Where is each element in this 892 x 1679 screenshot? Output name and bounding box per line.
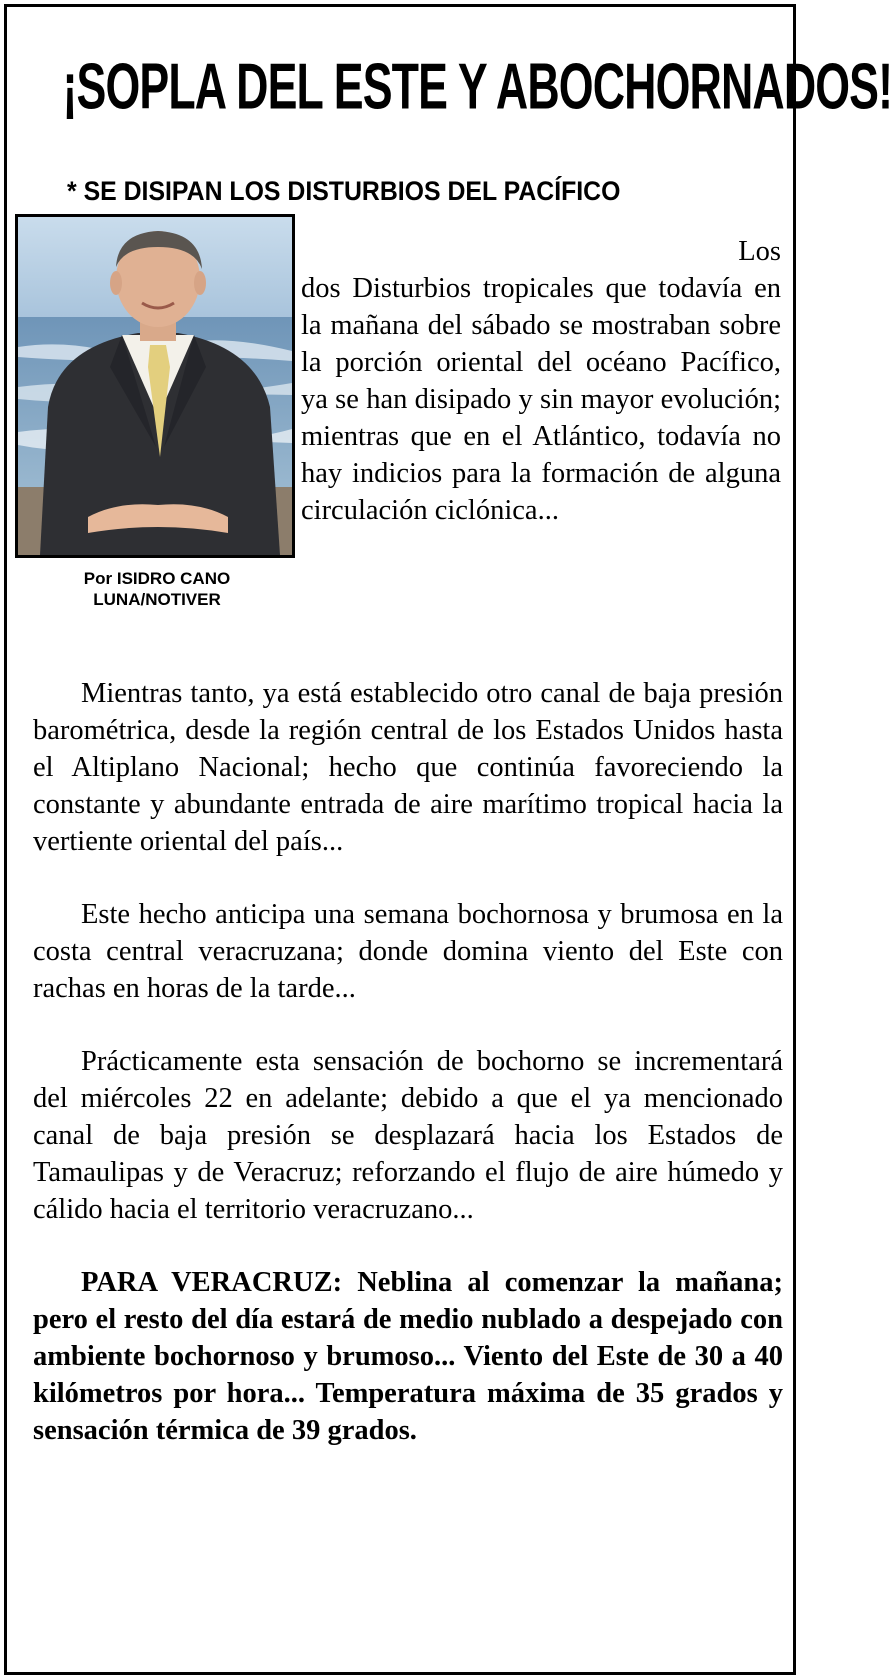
intro-first-word: Los [738,236,781,267]
byline [37,568,277,610]
paragraph-4: Prácticamente esta sensación de bochorno se incrementará del miércoles 22 en adelante; debido a que el ya mencionado canal de baja presión se desplazará hacia los Estados de Tamaulipas y de Veracruz; reforzando el flujo de aire húmedo y cálido hacia el territorio veracruzano... [33,1046,783,1225]
byline-agency: LUNA/NOTIVER [93,590,221,609]
intro-paragraph [301,233,781,529]
article-body [33,675,783,1449]
intro-text: dos Disturbios tropicales que todavía en la mañana del sábado se mostraban sobre la porción oriental del océano Pacífico, ya se han disipado y sin mayor evolución; mientras que en el Atlántico, todavía no hay indicios para la formación de alguna circulación ciclónica... [301,273,781,526]
subheadline: * SE DISIPAN LOS DISTURBIOS DEL PACÍFICO [67,176,621,206]
paragraph-2: Mientras tanto, ya está establecido otro canal de baja presión barométrica, desde la región central de los Estados Unidos hasta el Altiplano Nacional; hecho que continúa favoreciendo la constante y abundante entrada de aire marítimo tropical hacia la vertiente oriental del país... [33,678,783,857]
author-photo [15,214,295,558]
headline: ¡SOPLA DEL ESTE Y ABOCHORNADOS! [62,50,892,124]
byline-author: Por ISIDRO CANO [83,569,231,588]
paragraph-3: Este hecho anticipa una semana bochornosa y brumosa en la costa central veracruzana; donde domina viento del Este con rachas en horas de la tarde... [33,899,783,1004]
forecast-paragraph: PARA VERACRUZ: Neblina al comenzar la mañana; pero el resto del día estará de medio nublado a despejado con ambiente bochornoso y brumoso... Viento del Este de 30 a 40 kilómetros por hora... Temperatura máxima de 35 grados y sensación térmica de 39 grados. [33,1267,783,1446]
columnist-portrait-icon [18,217,292,555]
article-frame [4,4,892,1675]
